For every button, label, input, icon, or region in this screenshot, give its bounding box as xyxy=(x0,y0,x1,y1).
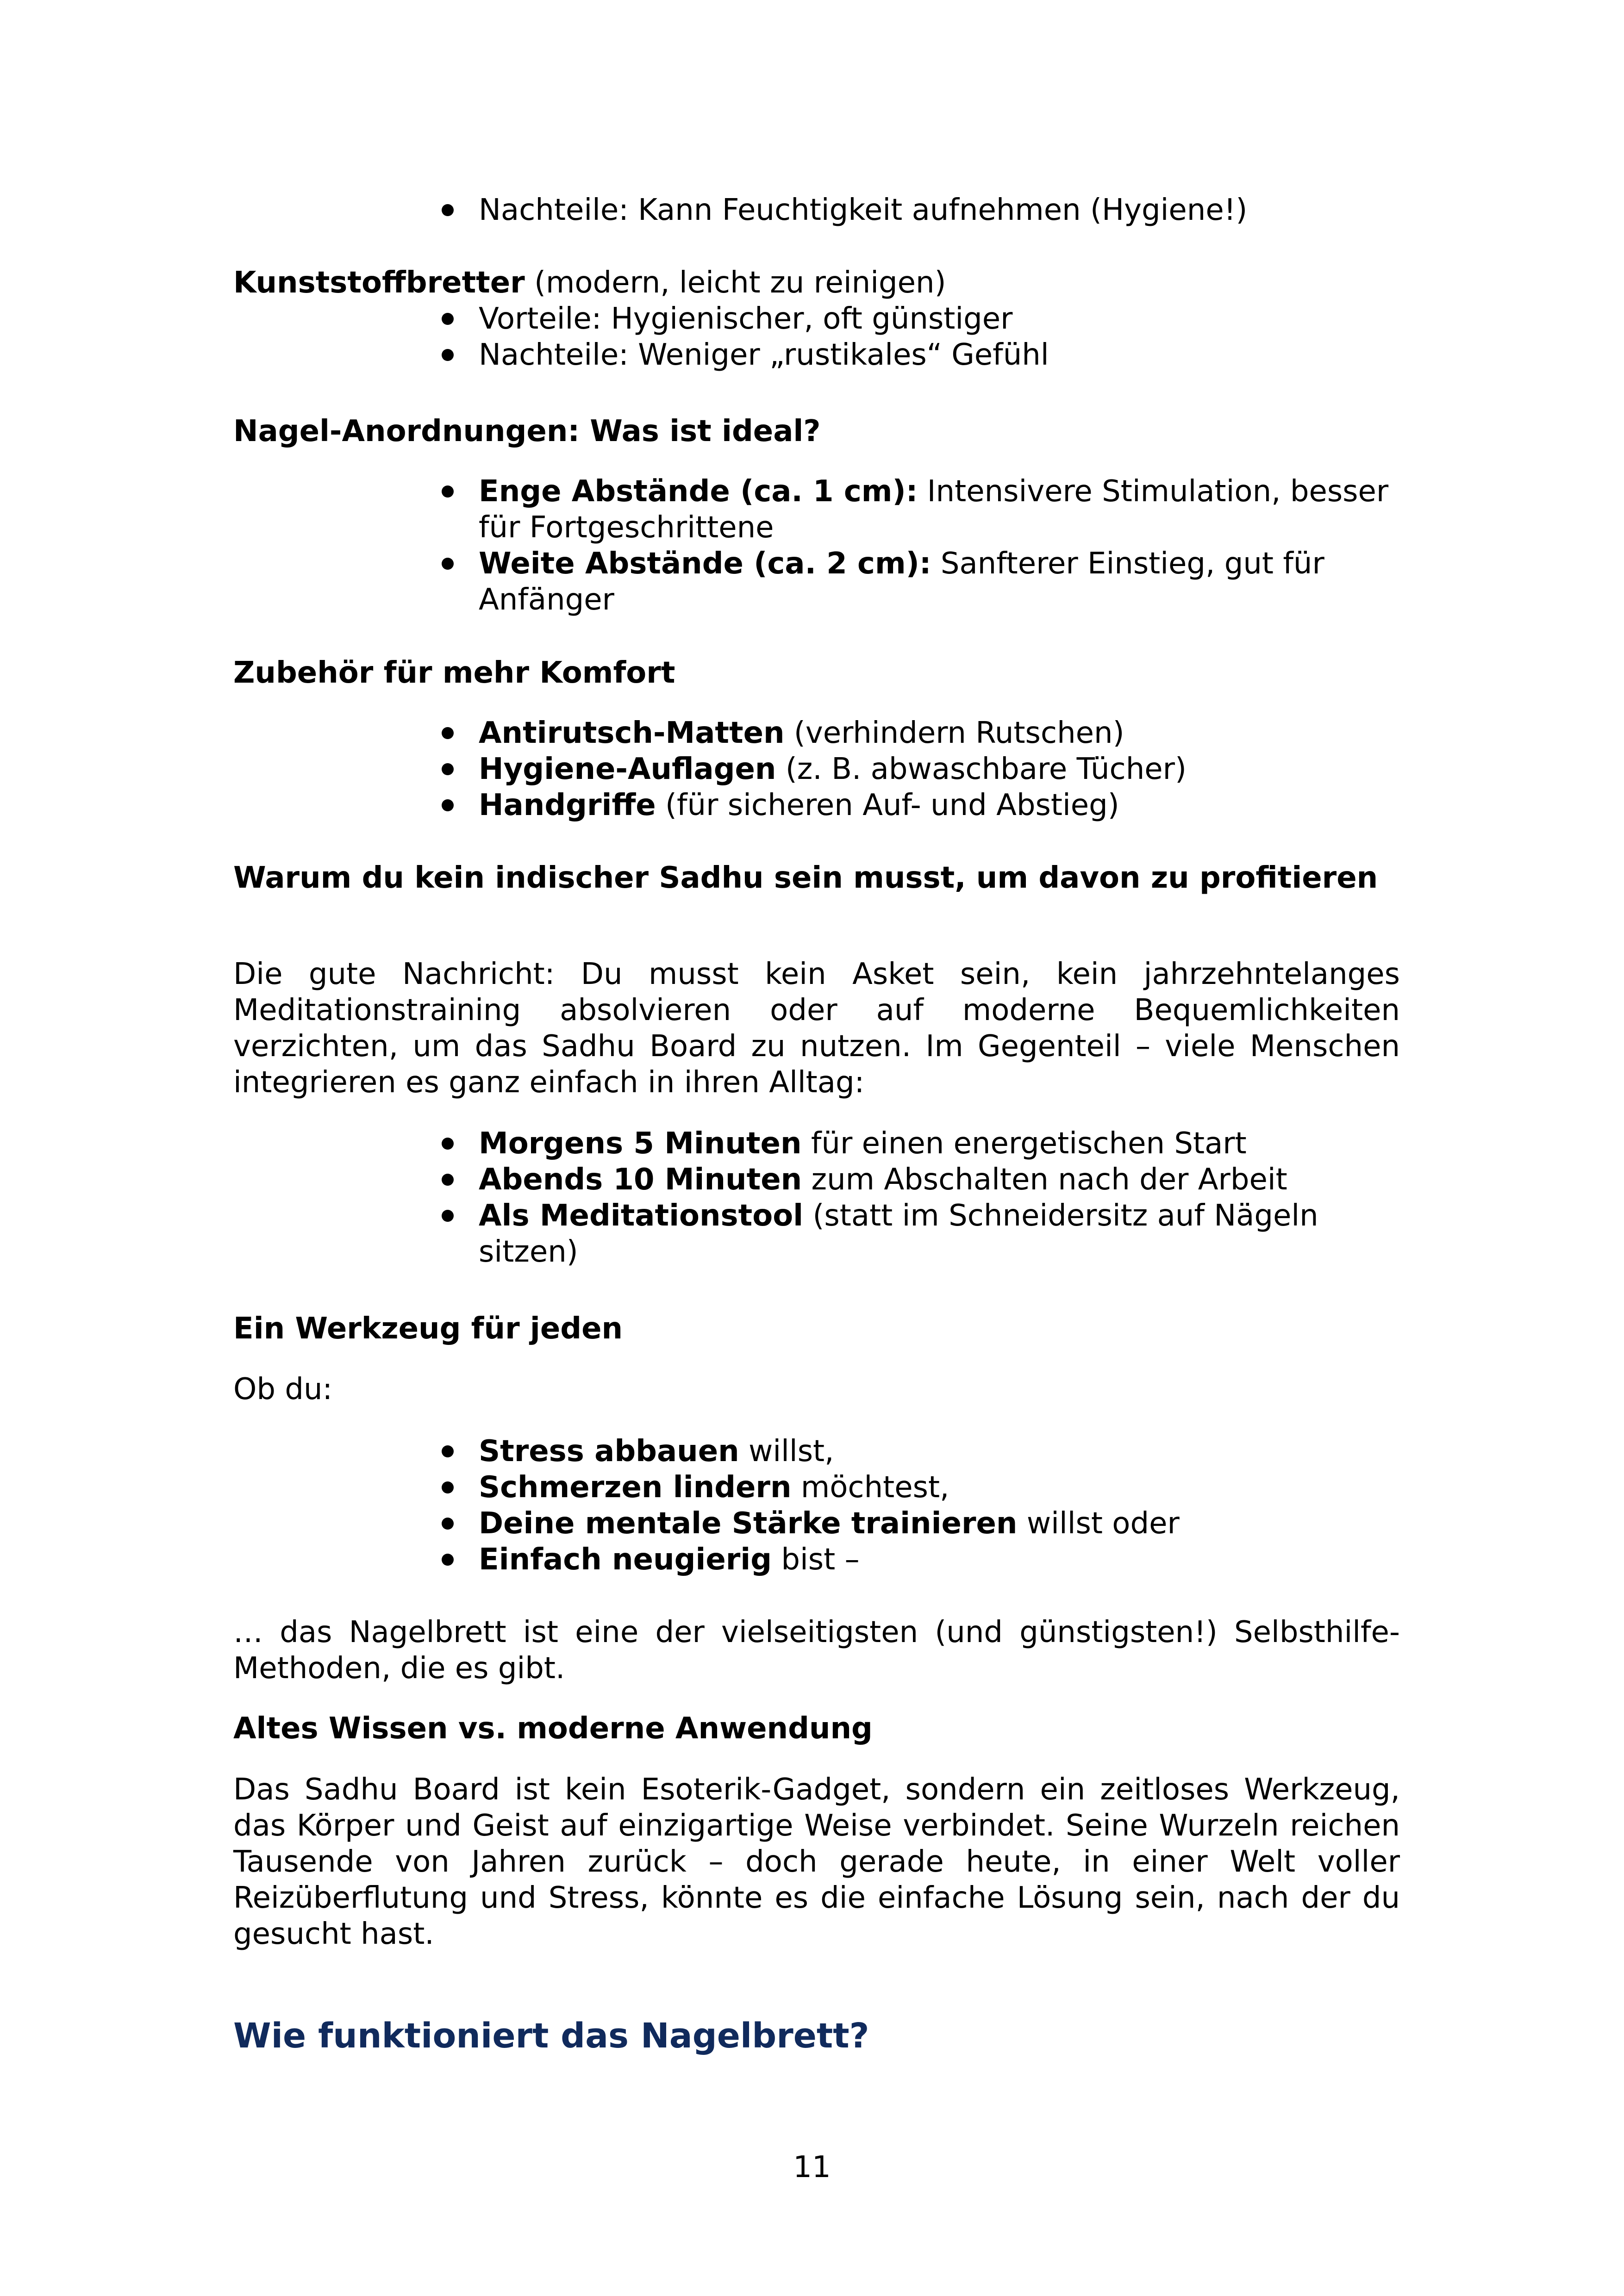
tool-intro: Ob du: xyxy=(233,1372,333,1406)
plastic-boards-title xyxy=(233,265,1400,301)
list-item-bold: Deine mentale Stärke trainieren xyxy=(479,1506,1018,1541)
daily-use-list xyxy=(479,1126,1400,1270)
bullet-icon xyxy=(442,1518,454,1530)
list-item-text: Sanfterer Einstieg, gut für Anfänger xyxy=(479,547,1324,617)
list-item xyxy=(479,751,1400,787)
list-item xyxy=(479,337,1400,373)
list-item-bold: Antirutsch-Matten xyxy=(479,716,785,750)
nail-arrangement-list xyxy=(479,473,1400,618)
list-item xyxy=(479,715,1400,751)
plastic-boards-note: (modern, leicht zu reinigen) xyxy=(525,266,946,300)
list-item xyxy=(479,1126,1400,1162)
tool-heading: Ein Werkzeug für jeden xyxy=(233,1312,623,1346)
bullet-icon xyxy=(442,1554,454,1566)
tool-outro: … das Nagelbrett ist eine der vielseitigsten (und günstigsten!) Selbsthilfe-Methoden, die es gibt. xyxy=(233,1615,1400,1686)
list-item xyxy=(479,1542,1400,1578)
list-item xyxy=(479,192,1400,228)
plastic-boards-title-bold: Kunststoffbretter xyxy=(233,266,525,300)
list-item-text: (für sicheren Auf- und Abstieg) xyxy=(656,788,1119,822)
ancient-heading: Altes Wissen vs. moderne Anwendung xyxy=(233,1711,873,1746)
bullet-icon xyxy=(442,1138,454,1150)
list-item-bold: Stress abbauen xyxy=(479,1434,739,1468)
list-item-text: Nachteile: Kann Feuchtigkeit aufnehmen (Hygiene!) xyxy=(479,193,1248,227)
accessories-heading: Zubehör für mehr Komfort xyxy=(233,656,675,690)
nail-arrangement-heading: Nagel-Anordnungen: Was ist ideal? xyxy=(233,414,821,448)
bullet-icon xyxy=(442,1174,454,1186)
list-item-bold: Einfach neugierig xyxy=(479,1543,772,1577)
wood-board-list xyxy=(479,192,1400,228)
tool-list xyxy=(479,1433,1400,1578)
list-item xyxy=(479,787,1400,823)
list-item-bold: Abends 10 Minuten xyxy=(479,1163,802,1197)
bullet-icon xyxy=(442,799,454,811)
bullet-icon xyxy=(442,1210,454,1222)
bullet-icon xyxy=(442,485,454,498)
list-item xyxy=(479,546,1400,618)
list-item-text: Vorteile: Hygienischer, oft günstiger xyxy=(479,302,1013,336)
bullet-icon xyxy=(442,349,454,361)
section-title: Wie funktioniert das Nagelbrett? xyxy=(233,2016,869,2056)
list-item-bold: Schmerzen lindern xyxy=(479,1470,792,1505)
list-item xyxy=(479,1469,1400,1506)
bullet-icon xyxy=(442,727,454,739)
list-item-text: (statt im Schneidersitz auf Nägeln sitzen) xyxy=(479,1199,1318,1269)
list-item-bold: Enge Abstände (ca. 1 cm): xyxy=(479,474,918,509)
accessories-list xyxy=(479,715,1400,823)
sadhu-heading: Warum du kein indischer Sadhu sein musst, um davon zu profitieren xyxy=(233,861,1378,895)
list-item-text: möchtest, xyxy=(791,1470,949,1505)
list-item xyxy=(479,1162,1400,1198)
list-item-text: Nachteile: Weniger „rustikales“ Gefühl xyxy=(479,338,1049,372)
bullet-icon xyxy=(442,313,454,325)
list-item xyxy=(479,1506,1400,1542)
list-item-text: Intensivere Stimulation, besser für Fortgeschrittene xyxy=(479,474,1389,545)
list-item-text: bist – xyxy=(772,1543,860,1577)
bullet-icon xyxy=(442,763,454,775)
list-item-text: (verhindern Rutschen) xyxy=(784,716,1124,750)
list-item xyxy=(479,1433,1400,1469)
list-item-bold: Morgens 5 Minuten xyxy=(479,1126,802,1161)
bullet-icon xyxy=(442,1481,454,1493)
page-number: 11 xyxy=(793,2150,831,2184)
ancient-paragraph: Das Sadhu Board ist kein Esoterik-Gadget, sondern ein zeitloses Werkzeug, das Körper und Geist auf einzigartige Weise verbindet. Seine Wurzeln reichen Tausende von Jahren zurück – doch gerade heute, in einer Welt voller Reizüberflutung und Stress, könnte es die einfache Lösung sein, nach der du gesucht hast. xyxy=(233,1773,1400,1951)
bullet-icon xyxy=(442,1445,454,1457)
list-item xyxy=(479,301,1400,337)
list-item-bold: Als Meditationstool xyxy=(479,1199,804,1233)
list-item-bold: Weite Abstände (ca. 2 cm): xyxy=(479,547,931,581)
list-item-text: willst oder xyxy=(1017,1506,1180,1541)
bullet-icon xyxy=(442,558,454,570)
list-item-text: für einen energetischen Start xyxy=(801,1126,1247,1161)
list-item-text: (z. B. abwaschbare Tücher) xyxy=(776,752,1187,786)
list-item-bold: Hygiene-Auflagen xyxy=(479,752,776,786)
list-item xyxy=(479,473,1400,546)
sadhu-paragraph: Die gute Nachricht: Du musst kein Asket sein, kein jahrzehntelanges Meditationstraining absolvieren oder auf moderne Bequemlichkeiten verzichten, um das Sadhu Board zu nutzen. Im Gegenteil – viele Menschen integrieren es ganz einfach in ihren Alltag: xyxy=(233,957,1400,1100)
plastic-boards-list xyxy=(479,301,1400,373)
list-item-text: zum Abschalten nach der Arbeit xyxy=(802,1163,1287,1197)
list-item-text: willst, xyxy=(739,1434,834,1468)
bullet-icon xyxy=(442,204,454,216)
list-item xyxy=(479,1198,1400,1270)
list-item-bold: Handgriffe xyxy=(479,788,656,822)
